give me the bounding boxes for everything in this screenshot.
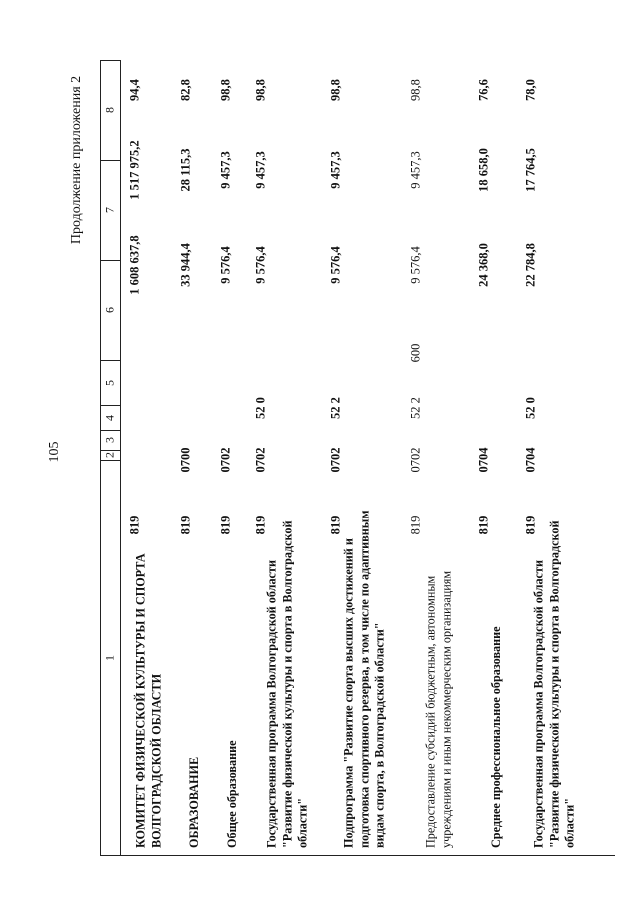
cell-value: 22 784,8 xyxy=(523,243,538,287)
cell-value: 0702 xyxy=(218,447,233,473)
cell-c7 xyxy=(250,120,272,220)
cell-c3 xyxy=(175,435,197,485)
cell-c6 xyxy=(124,210,146,320)
cell-value: 9 457,3 xyxy=(328,151,343,189)
cell-value: 600 xyxy=(408,343,423,362)
cell-c7 xyxy=(124,120,146,220)
cell-value: 94,4 xyxy=(127,79,142,101)
header-col-5: 5 xyxy=(102,379,117,386)
page-number: 105 xyxy=(47,441,62,463)
cell-value: 9 576,4 xyxy=(253,246,268,284)
cell-c4 xyxy=(520,385,542,430)
row-name-cell xyxy=(124,500,174,855)
cell-value: 0702 xyxy=(328,447,343,473)
cell-value: 819 xyxy=(408,515,423,535)
cell-c3 xyxy=(250,435,272,485)
cell-c6 xyxy=(473,210,495,320)
cell-c8 xyxy=(215,60,237,120)
header-col-4: 4 xyxy=(102,414,117,421)
cell-c8 xyxy=(175,60,197,120)
table-row xyxy=(405,60,473,855)
table-row xyxy=(325,60,405,855)
cell-value: 0704 xyxy=(476,447,491,473)
cell-value: 28 115,3 xyxy=(178,148,193,192)
cell-value: 9 457,3 xyxy=(218,151,233,189)
row-name: Государственная программа Волгоградской области "Развитие физической культуры и спорта в Волгоградской области" xyxy=(531,519,577,848)
cell-value: 0702 xyxy=(253,447,268,473)
cell-value: 0704 xyxy=(523,447,538,473)
cell-c7 xyxy=(473,120,495,220)
cell-c5 xyxy=(405,330,427,375)
cell-c7 xyxy=(325,120,347,220)
cell-c2 xyxy=(520,505,542,545)
cell-value: 819 xyxy=(253,515,268,535)
cell-c2 xyxy=(473,505,495,545)
table-row xyxy=(250,60,325,855)
cell-value: 52 2 xyxy=(408,396,423,419)
cell-value: 9 576,4 xyxy=(408,246,423,284)
cell-c3 xyxy=(325,435,347,485)
appendix-continuation-note: Продолжение приложения 2 xyxy=(69,75,84,245)
cell-value: 78,0 xyxy=(523,79,538,101)
cell-value: 18 658,0 xyxy=(476,148,491,192)
cell-c4 xyxy=(325,385,347,430)
cell-c8 xyxy=(405,60,427,120)
header-col-2: 2 xyxy=(102,452,117,458)
cell-value: 98,8 xyxy=(253,79,268,101)
cell-value: 98,8 xyxy=(218,79,233,101)
cell-c7 xyxy=(215,120,237,220)
cell-value: 52 2 xyxy=(328,396,343,419)
header-col-8: 8 xyxy=(102,107,117,113)
row-name: Подпрограмма "Развитие спорта высших достижений и подготовка спортивного резерва, в том числе по адаптивным видам спорта, в Волгоградской области" xyxy=(341,509,387,848)
cell-value: 82,8 xyxy=(178,79,193,101)
cell-c4 xyxy=(250,385,272,430)
row-name-cell xyxy=(175,500,215,855)
table-bottom-border xyxy=(120,855,615,856)
cell-value: 9 576,4 xyxy=(328,246,343,284)
cell-c3 xyxy=(215,435,237,485)
cell-value: 819 xyxy=(476,515,491,535)
row-name-cell xyxy=(520,500,590,855)
cell-c6 xyxy=(175,210,197,320)
cell-value: 819 xyxy=(178,515,193,535)
cell-value: 819 xyxy=(127,515,142,535)
cell-c7 xyxy=(405,120,427,220)
cell-value: 24 368,0 xyxy=(476,243,491,287)
cell-c2 xyxy=(124,505,146,545)
cell-c8 xyxy=(520,60,542,120)
header-col-7: 7 xyxy=(102,207,117,213)
cell-value: 17 764,5 xyxy=(523,148,538,192)
row-name: Среднее профессиональное образование xyxy=(488,625,503,848)
cell-c2 xyxy=(325,505,347,545)
cell-c6 xyxy=(520,210,542,320)
row-name-cell xyxy=(405,500,473,855)
cell-value: 76,6 xyxy=(476,79,491,101)
table-row xyxy=(124,60,174,855)
row-name: Государственная программа Волгоградской области "Развитие физической культуры и спорта в Волгоградской области" xyxy=(264,519,310,848)
row-name-cell xyxy=(250,500,325,855)
row-name: Предоставление субсидий бюджетным, автономным учреждениям и иным некоммерческим организациям xyxy=(423,570,453,848)
cell-value: 33 944,4 xyxy=(178,243,193,287)
cell-c8 xyxy=(124,60,146,120)
row-name-cell xyxy=(215,500,250,855)
cell-value: 52 0 xyxy=(253,396,268,419)
cell-c7 xyxy=(520,120,542,220)
cell-c2 xyxy=(250,505,272,545)
row-name: ОБРАЗОВАНИЕ xyxy=(187,756,202,848)
cell-c6 xyxy=(250,210,272,320)
cell-value: 9 457,3 xyxy=(253,151,268,189)
cell-value: 1 517 975,2 xyxy=(127,140,142,200)
cell-c3 xyxy=(405,435,427,485)
row-name: Общее образование xyxy=(224,739,239,848)
cell-c3 xyxy=(473,435,495,485)
header-col-3: 3 xyxy=(102,437,117,443)
cell-value: 819 xyxy=(328,515,343,535)
cell-value: 98,8 xyxy=(408,79,423,101)
cell-value: 819 xyxy=(218,515,233,535)
cell-c8 xyxy=(325,60,347,120)
cell-c8 xyxy=(250,60,272,120)
cell-value: 0700 xyxy=(178,447,193,473)
table-row xyxy=(520,60,590,855)
cell-value: 819 xyxy=(523,515,538,535)
cell-c8 xyxy=(473,60,495,120)
cell-c4 xyxy=(405,385,427,430)
cell-value: 52 0 xyxy=(523,396,538,419)
header-col-1: 1 xyxy=(102,654,117,661)
cell-value: 0702 xyxy=(408,447,423,473)
table-row xyxy=(215,60,250,855)
row-name: КОМИТЕТ ФИЗИЧЕСКОЙ КУЛЬТУРЫ И СПОРТА ВОЛГОГРАДСКОЙ ОБЛАСТИ xyxy=(133,552,163,848)
cell-value: 9 457,3 xyxy=(408,151,423,189)
cell-value: 1 608 637,8 xyxy=(127,235,142,295)
cell-c7 xyxy=(175,120,197,220)
table-row xyxy=(473,60,520,855)
cell-c2 xyxy=(175,505,197,545)
cell-c6 xyxy=(325,210,347,320)
cell-c6 xyxy=(215,210,237,320)
budget-table xyxy=(100,60,615,855)
row-name-cell xyxy=(473,500,520,855)
cell-c3 xyxy=(520,435,542,485)
row-name-cell xyxy=(325,500,405,855)
cell-value: 98,8 xyxy=(328,79,343,101)
header-divider xyxy=(120,60,121,855)
cell-c2 xyxy=(215,505,237,545)
header-col-6: 6 xyxy=(102,307,117,313)
cell-c6 xyxy=(405,210,427,320)
cell-value: 9 576,4 xyxy=(218,246,233,284)
table-row xyxy=(175,60,215,855)
cell-c2 xyxy=(405,505,427,545)
